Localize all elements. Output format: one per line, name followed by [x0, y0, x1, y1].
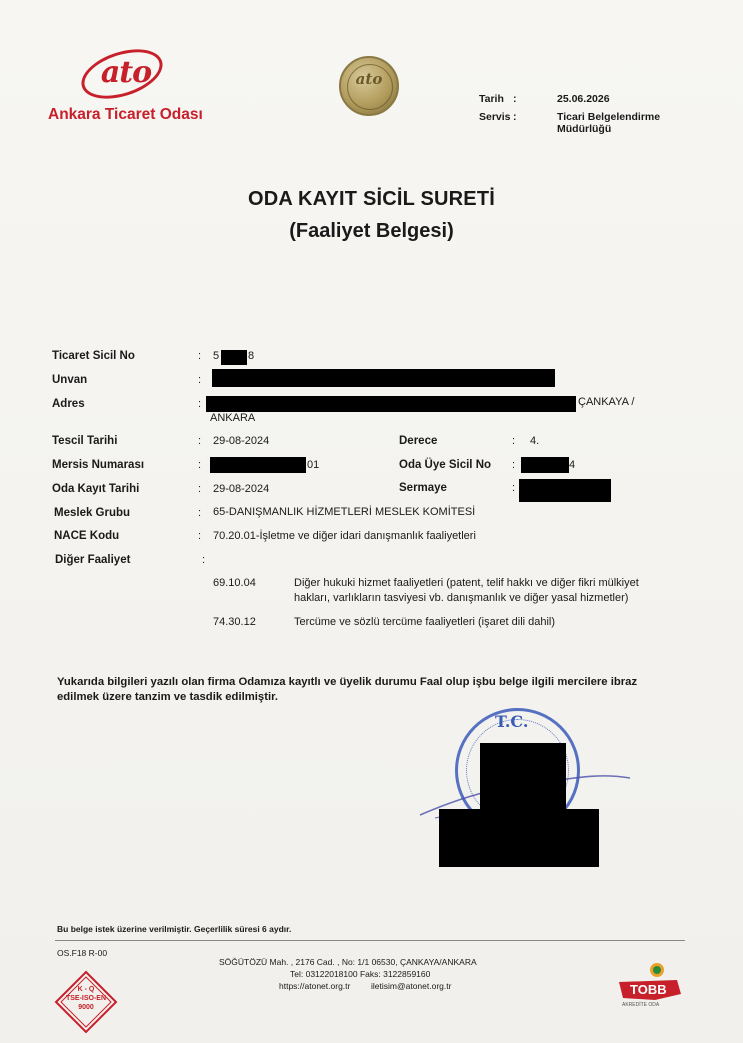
redaction-box [480, 743, 566, 813]
activity-code: 74.30.12 [213, 616, 256, 628]
tobb-sub: AKREDİTE ODA [622, 1002, 660, 1008]
service-label: Servis [479, 111, 511, 123]
diger-faaliyet-label: Diğer Faaliyet [55, 554, 131, 566]
diger-faaliyet-colon: : [202, 554, 206, 566]
unvan-colon: : [198, 374, 202, 386]
ato-logo: ato [100, 55, 152, 90]
sermaye-colon: : [512, 482, 516, 494]
kq-line2: TSE-ISO-EN [65, 995, 107, 1002]
date-value: 25.06.2026 [557, 93, 610, 105]
oda-kayit-colon: : [198, 483, 202, 495]
statement-line2: edilmek üzere tanzim ve tasdik edilmiştir. [57, 691, 279, 703]
tescil-colon: : [198, 435, 202, 447]
activity-desc-line2: hakları, varlıkların tasviyesi vb. danışmanlık ve diğer yasal hizmetler) [294, 592, 629, 604]
meslek-value: 65-DANIŞMANLIK HİZMETLERİ MESLEK KOMİTESİ [213, 506, 476, 518]
oda-kayit-label: Oda Kayıt Tarihi [52, 483, 140, 495]
redaction-box [439, 809, 599, 867]
redaction-box [206, 396, 576, 412]
uye-sicil-suffix: 4 [569, 459, 576, 471]
stamp-text: T.C. [495, 712, 529, 731]
footer-address: SÖĞÜTÖZÜ Mah. , 2176 Cad. , No: 1/1 06530, ÇANKAYA/ANKARA [219, 957, 477, 967]
mersis-suffix: 01 [307, 459, 320, 471]
redaction-box [210, 457, 306, 473]
redaction-box [212, 369, 555, 387]
statement-line1: Yukarıda bilgileri yazılı olan firma Odamıza kayıtlı ve üyelik durumu Faal olup işbu belge ilgili mercilere ibraz [57, 676, 638, 688]
gold-seal-text: ato [355, 70, 383, 88]
sermaye-label: Sermaye [399, 482, 447, 494]
redaction-box [519, 479, 611, 502]
service-colon: : [513, 111, 517, 123]
nace-colon: : [198, 530, 202, 542]
adres-line2: ANKARA [210, 412, 256, 424]
certification-statement [57, 675, 687, 705]
tobb-text: TOBB [630, 982, 667, 997]
activity-desc-line1: Diğer hukuki hizmet faaliyetleri (patent, telif hakkı ve diğer fikri mülkiyet [294, 577, 639, 589]
mersis-label: Mersis Numarası [52, 459, 145, 471]
kq-line1: K - Q [77, 986, 95, 993]
footer-email-link[interactable]: iletisim@atonet.org.tr [371, 981, 452, 991]
unvan-label: Unvan [52, 374, 88, 386]
redaction-box [521, 457, 569, 473]
tse-iso-badge-icon [54, 970, 118, 1034]
meslek-label: Meslek Grubu [54, 507, 131, 519]
document-subtitle: (Faaliyet Belgesi) [289, 220, 454, 242]
sicil-no-colon: : [198, 350, 202, 362]
nace-label: NACE Kodu [54, 530, 120, 542]
oda-kayit-value: 29-08-2024 [213, 483, 270, 495]
document-title: ODA KAYIT SİCİL SURETİ [247, 188, 496, 210]
service-value-line2: Müdürlüğü [557, 123, 612, 135]
org-name: Ankara Ticaret Odası [48, 106, 203, 123]
footer-phone: Tel: 03122018100 Faks: 3122859160 [290, 969, 431, 979]
redaction-box [221, 350, 247, 365]
form-code: OS.F18 R-00 [57, 948, 108, 958]
derece-label: Derece [399, 435, 438, 447]
service-value-line1: Ticari Belgelendirme [557, 111, 661, 123]
tescil-value: 29-08-2024 [213, 435, 270, 447]
date-label: Tarih [479, 93, 504, 105]
adres-tail: ÇANKAYA / [578, 396, 635, 408]
sicil-no-label: Ticaret Sicil No [52, 350, 135, 362]
sicil-no-suffix: 8 [248, 350, 255, 362]
uye-sicil-colon: : [512, 459, 516, 471]
derece-colon: : [512, 435, 516, 447]
kq-line3: 9000 [78, 1004, 94, 1011]
footer-web-link[interactable]: https://atonet.org.tr [279, 981, 351, 991]
activity-code: 69.10.04 [213, 577, 256, 589]
meslek-colon: : [198, 507, 202, 519]
activity-desc-line1: Tercüme ve sözlü tercüme faaliyetleri (işaret dili dahil) [294, 616, 556, 628]
derece-value: 4. [530, 435, 540, 447]
adres-label: Adres [52, 398, 85, 410]
tescil-label: Tescil Tarihi [52, 435, 118, 447]
footer-divider [55, 940, 685, 941]
date-colon: : [513, 93, 517, 105]
sicil-no-prefix: 5 [213, 350, 220, 362]
uye-sicil-label: Oda Üye Sicil No [399, 459, 492, 471]
nace-value: 70.20.01-İşletme ve diğer idari danışmanlık faaliyetleri [213, 530, 476, 542]
adres-colon: : [198, 398, 202, 410]
validity-note: Bu belge istek üzerine verilmiştir. Geçerlilik süresi 6 aydır. [57, 924, 292, 934]
mersis-colon: : [198, 459, 202, 471]
